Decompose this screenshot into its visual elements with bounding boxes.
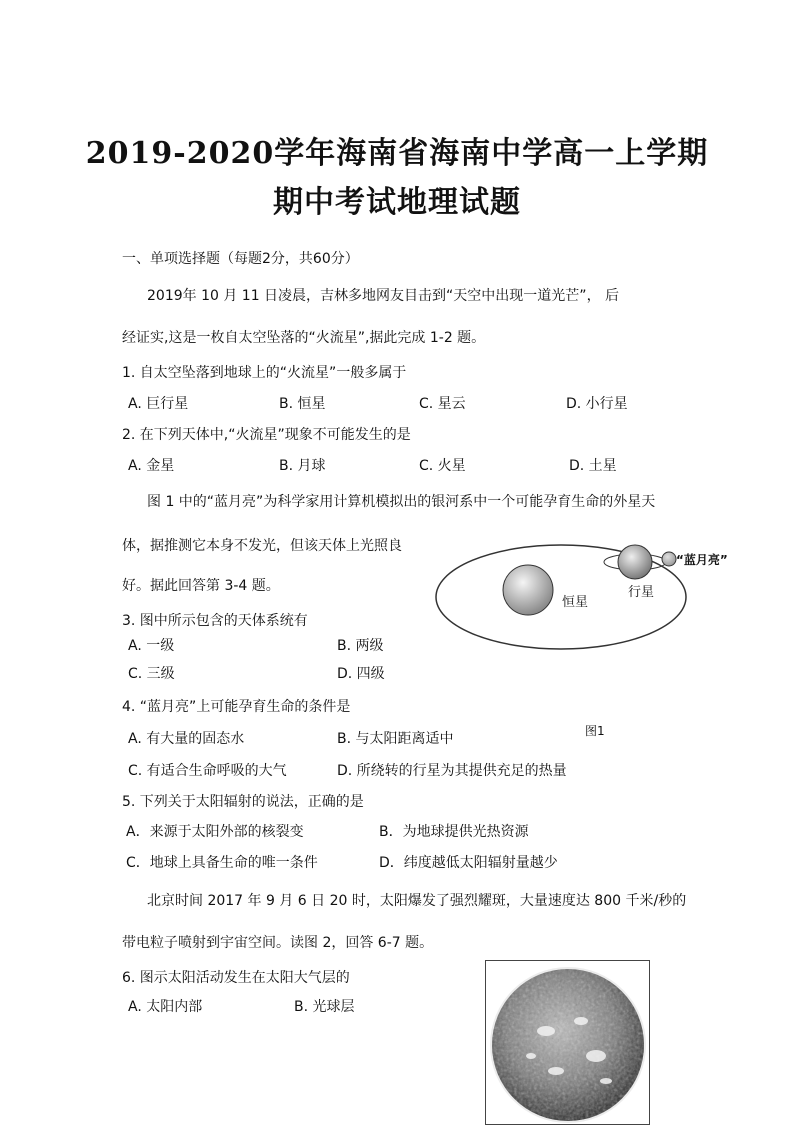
- question-4-stem: 4. “蓝月亮”上可能孕育生命的条件是: [122, 699, 351, 715]
- passage3-line2: 带电粒子喷射到宇宙空间。读图 2，回答 6-7 题。: [122, 935, 434, 951]
- q4-option-d: D. 所绕转的行星为其提供充足的热量: [337, 763, 567, 779]
- passage2-line1: 图 1 中的“蓝月亮”为科学家用计算机模拟出的银河系中一个可能孕育生命的外星天: [147, 494, 656, 510]
- question-2-stem: 2. 在下列天体中,“火流星”现象不可能发生的是: [122, 427, 411, 443]
- q4-option-b: B. 与太阳距离适中: [337, 731, 454, 747]
- q1-option-a: A. 巨行星: [128, 396, 189, 412]
- q2-option-b: B. 月球: [279, 458, 326, 474]
- blue-moon-label: “蓝月亮”: [676, 553, 728, 567]
- figure-1-caption: 图1: [585, 724, 605, 738]
- q4-option-c: C. 有适合生命呼吸的大气: [128, 763, 287, 779]
- question-1-stem: 1. 自太空坠落到地球上的“火流星”一般多属于: [122, 365, 407, 381]
- passage1-line1: 2019年 10 月 11 日凌晨，吉林多地网友目击到“天空中出现一道光芒”， 后: [147, 288, 620, 304]
- exam-title-line2: 期中考试地理试题: [273, 185, 521, 220]
- q5-option-a: A．来源于太阳外部的核裂变: [126, 824, 304, 840]
- planet-icon: [618, 545, 652, 579]
- figure-1-diagram: [432, 538, 728, 656]
- q5-option-d: D．纬度越低太阳辐射量越少: [379, 855, 558, 871]
- passage2-line3: 好。据此回答第 3-4 题。: [122, 578, 280, 594]
- passage2-line2: 体，据推测它本身不发光，但该天体上光照良: [122, 538, 402, 554]
- q3-option-c: C. 三级: [128, 666, 175, 682]
- q3-option-a: A. 一级: [128, 638, 175, 654]
- question-6-stem: 6. 图示太阳活动发生在太阳大气层的: [122, 970, 350, 986]
- q6-option-a: A. 太阳内部: [128, 999, 203, 1015]
- q1-option-c: C. 星云: [419, 396, 466, 412]
- q3-option-d: D. 四级: [337, 666, 385, 682]
- passage1-line2: 经证实,这是一枚自太空坠落的“火流星”,据此完成 1-2 题。: [122, 330, 486, 346]
- q6-option-b: B. 光球层: [294, 999, 355, 1015]
- passage3-line1: 北京时间 2017 年 9 月 6 日 20 时，太阳爆发了强烈耀斑，大量速度达 800 千米/秒的: [147, 893, 687, 909]
- q3-option-b: B. 两级: [337, 638, 384, 654]
- section-heading: 一、单项选择题（每题2分，共60分）: [122, 251, 359, 267]
- sun-icon: [486, 961, 651, 1126]
- planet-label: 行星: [628, 585, 655, 600]
- question-3-stem: 3. 图中所示包含的天体系统有: [122, 613, 308, 629]
- blue-moon-icon: [662, 552, 676, 566]
- q1-option-d: D. 小行星: [566, 396, 628, 412]
- q5-option-b: B．为地球提供光热资源: [379, 824, 529, 840]
- q5-option-c: C．地球上具备生命的唯一条件: [126, 855, 318, 871]
- star-label: 恒星: [562, 595, 589, 610]
- q2-option-c: C. 火星: [419, 458, 466, 474]
- q2-option-a: A. 金星: [128, 458, 175, 474]
- question-5-stem: 5. 下列关于太阳辐射的说法，正确的是: [122, 794, 364, 810]
- figure-2-sun-image: [485, 960, 650, 1125]
- exam-title-line1: 2019-2020学年海南省海南中学高一上学期: [85, 136, 709, 171]
- q2-option-d: D. 土星: [569, 458, 617, 474]
- q1-option-b: B. 恒星: [279, 396, 326, 412]
- star-icon: [503, 565, 553, 615]
- q4-option-a: A. 有大量的固态水: [128, 731, 245, 747]
